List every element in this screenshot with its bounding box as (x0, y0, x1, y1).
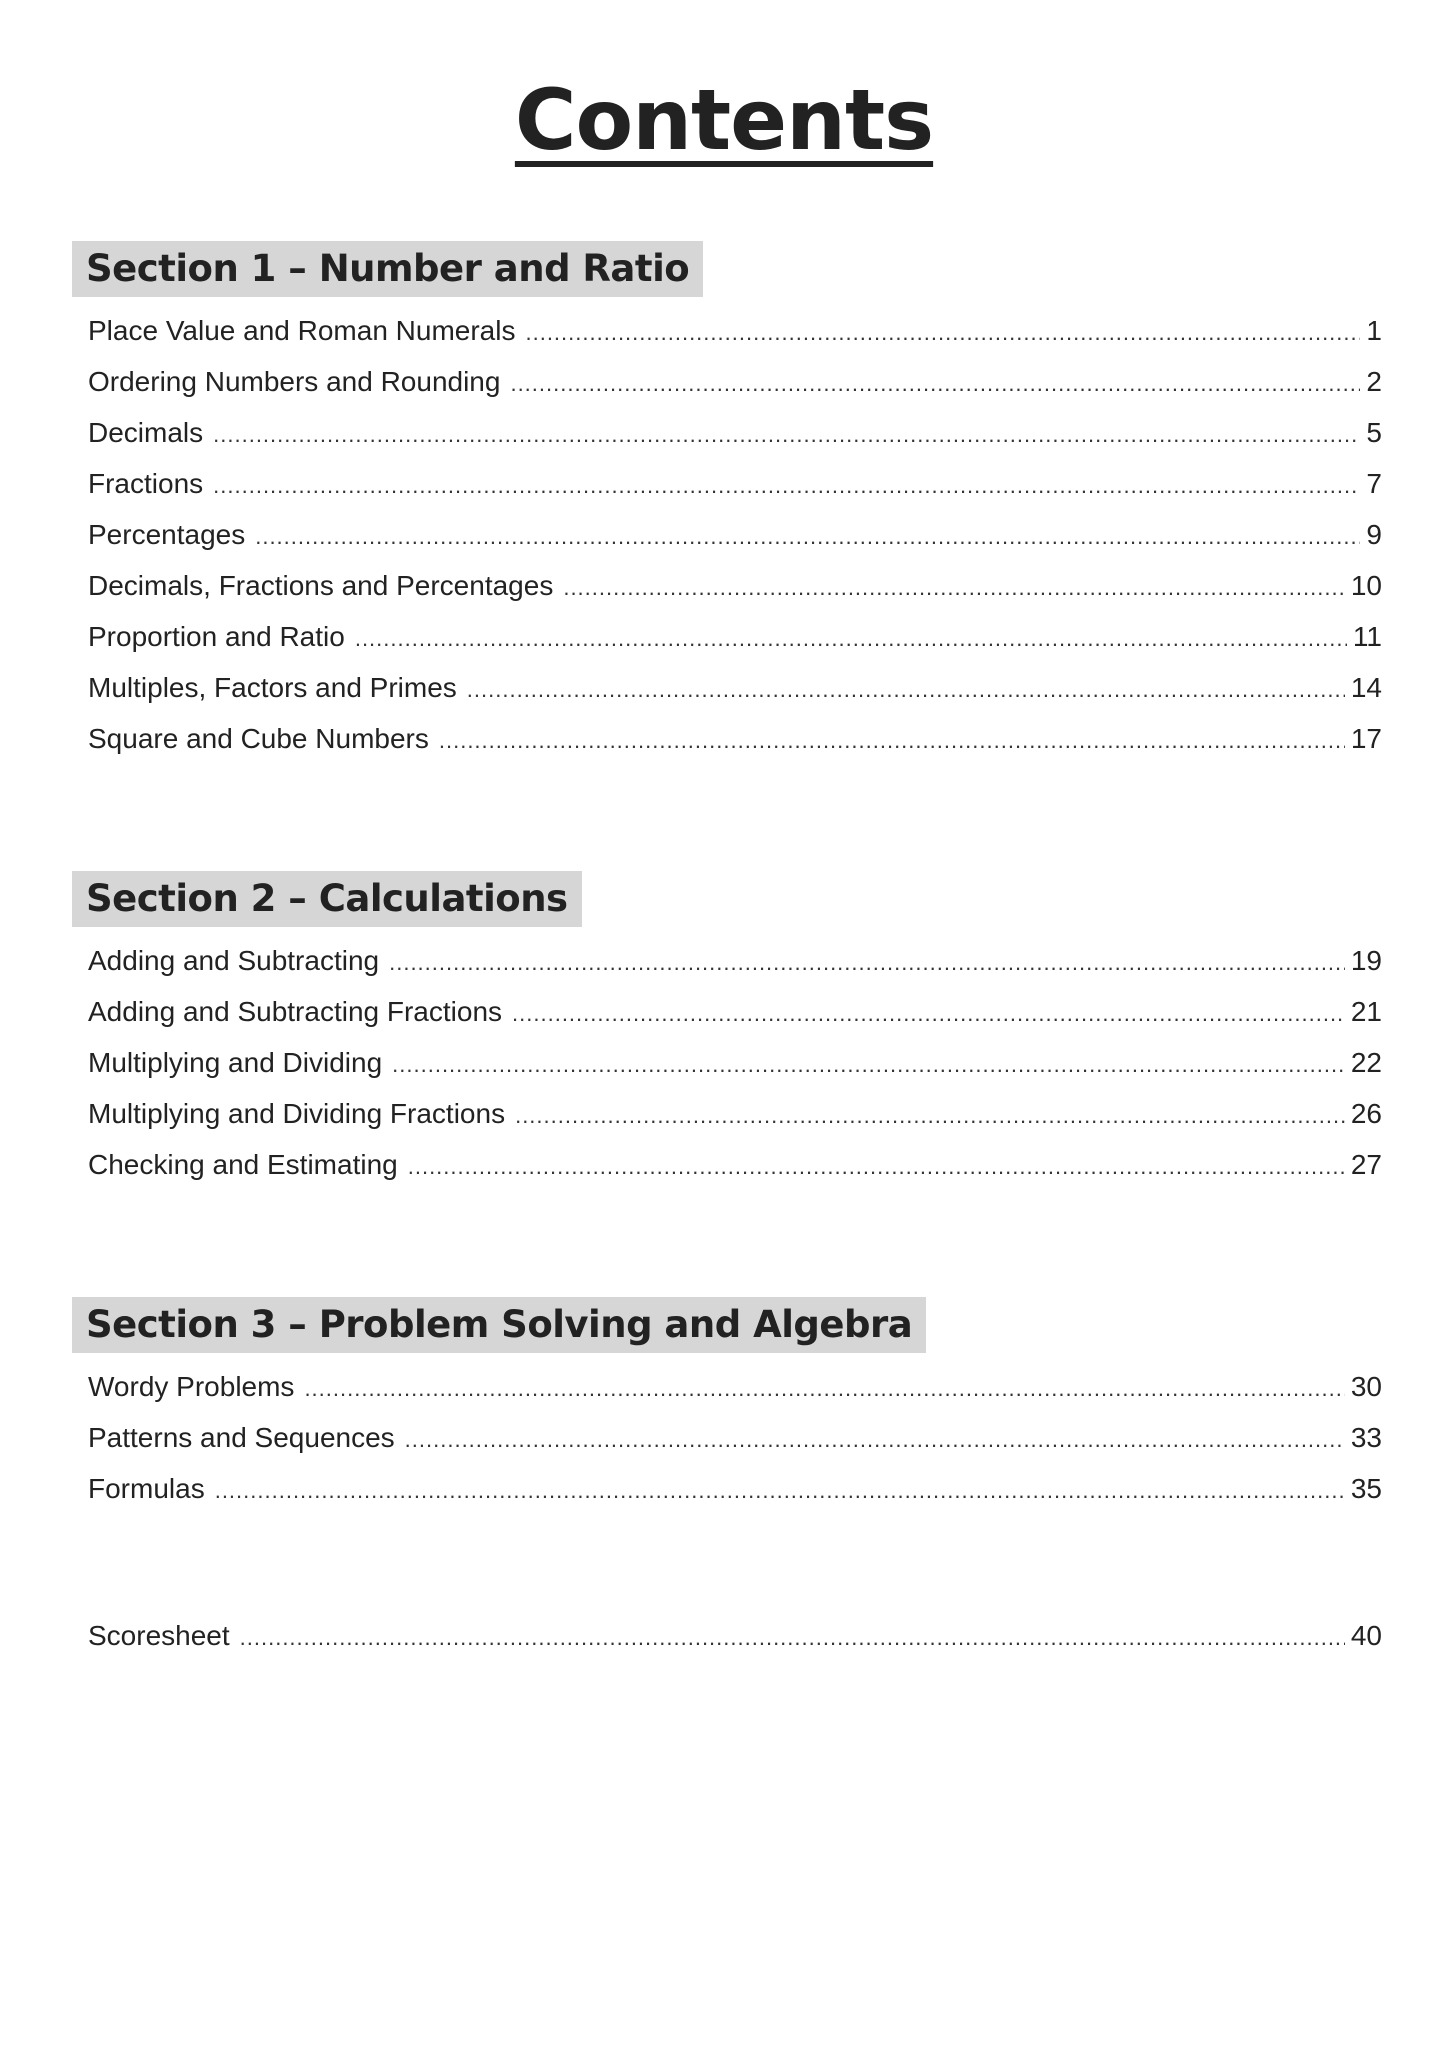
dot-leader (563, 562, 1345, 613)
toc-entry-name: Patterns and Sequences (88, 1422, 395, 1453)
dot-leader (213, 460, 1360, 511)
toc-entry-name: Multiplying and Dividing Fractions (88, 1098, 506, 1129)
toc-entry[interactable] (72, 1463, 1382, 1514)
toc-entry-page: 5 (1366, 417, 1382, 448)
toc-entry-scoresheet[interactable] (72, 1610, 1382, 1661)
toc-entry-page: 19 (1350, 945, 1382, 976)
toc-entry-page: 35 (1350, 1473, 1382, 1504)
toc-entry-page: 33 (1350, 1422, 1382, 1453)
toc-entry[interactable] (72, 305, 1382, 356)
dot-leader (512, 988, 1345, 1039)
toc-entry[interactable] (72, 509, 1382, 560)
dot-leader (255, 511, 1360, 562)
toc-entry[interactable] (72, 1088, 1382, 1139)
dot-leader (515, 1090, 1345, 1141)
section-heading: Section 1 – Number and Ratio (72, 241, 703, 297)
dot-leader (467, 664, 1345, 715)
toc-entry[interactable] (72, 713, 1382, 764)
toc-entry-name: Square and Cube Numbers (88, 723, 429, 754)
dot-leader (405, 1414, 1345, 1465)
toc-entry[interactable] (72, 356, 1382, 407)
page-title (0, 71, 1448, 169)
toc-entry-page: 9 (1366, 519, 1382, 550)
toc-entry-name: Percentages (88, 519, 246, 550)
dot-leader (355, 613, 1347, 664)
toc-entry-name: Multiplying and Dividing (88, 1047, 383, 1078)
toc-entry[interactable] (72, 611, 1382, 662)
toc-entry[interactable] (72, 1139, 1382, 1190)
toc-entry-page: 21 (1350, 996, 1382, 1027)
toc-entry[interactable] (72, 458, 1382, 509)
toc-entry[interactable] (72, 1361, 1382, 1412)
toc-entry-name: Checking and Estimating (88, 1149, 398, 1180)
toc-entry-page: 1 (1366, 315, 1382, 346)
toc-entry-name: Proportion and Ratio (88, 621, 345, 652)
toc-entry-page: 26 (1350, 1098, 1382, 1129)
toc-entry-page: 40 (1350, 1620, 1382, 1651)
toc-entry-page: 11 (1352, 621, 1382, 652)
toc-entry-page: 2 (1366, 366, 1382, 397)
page-title-text: Contents (514, 71, 934, 169)
toc-entry-name: Adding and Subtracting Fractions (88, 996, 503, 1027)
toc-entry-page: 10 (1350, 570, 1382, 601)
toc-entry-name: Ordering Numbers and Rounding (88, 366, 501, 397)
toc-entry[interactable] (72, 1412, 1382, 1463)
toc-entry-name: Place Value and Roman Numerals (88, 315, 516, 346)
toc-entry-page: 7 (1366, 468, 1382, 499)
toc-entry-name: Wordy Problems (88, 1371, 295, 1402)
toc-entry-name: Decimals (88, 417, 204, 448)
dot-leader (213, 409, 1360, 460)
toc-entry-page: 14 (1350, 672, 1382, 703)
toc-entry-page: 17 (1350, 723, 1382, 754)
toc-entry-page: 22 (1350, 1047, 1382, 1078)
dot-leader (240, 1612, 1345, 1663)
section-heading: Section 2 – Calculations (72, 871, 582, 927)
section-heading: Section 3 – Problem Solving and Algebra (72, 1297, 926, 1353)
toc-entry-name: Fractions (88, 468, 204, 499)
section-number-and-ratio (72, 241, 1382, 764)
toc-entry[interactable] (72, 935, 1382, 986)
dot-leader (389, 937, 1345, 988)
toc-entry-name: Scoresheet (88, 1620, 230, 1651)
dot-leader (392, 1039, 1345, 1090)
toc-entry-page: 30 (1350, 1371, 1382, 1402)
scoresheet-block (72, 1610, 1382, 1661)
dot-leader (304, 1363, 1344, 1414)
section-entry-list (72, 305, 1382, 764)
dot-leader (215, 1465, 1345, 1516)
section-calculations (72, 871, 1382, 1190)
section-problem-solving-and-algebra (72, 1297, 1382, 1514)
section-entry-list (72, 935, 1382, 1190)
toc-entry[interactable] (72, 560, 1382, 611)
toc-entry[interactable] (72, 662, 1382, 713)
toc-entry-name: Multiples, Factors and Primes (88, 672, 457, 703)
toc-entry-page: 27 (1350, 1149, 1382, 1180)
toc-entry[interactable] (72, 1037, 1382, 1088)
dot-leader (408, 1141, 1345, 1192)
toc-entry-name: Adding and Subtracting (88, 945, 380, 976)
dot-leader (439, 715, 1345, 766)
toc-entry[interactable] (72, 407, 1382, 458)
dot-leader (525, 307, 1360, 358)
toc-entry-name: Formulas (88, 1473, 205, 1504)
toc-entry[interactable] (72, 986, 1382, 1037)
dot-leader (510, 358, 1360, 409)
toc-entry-name: Decimals, Fractions and Percentages (88, 570, 554, 601)
section-entry-list (72, 1361, 1382, 1514)
